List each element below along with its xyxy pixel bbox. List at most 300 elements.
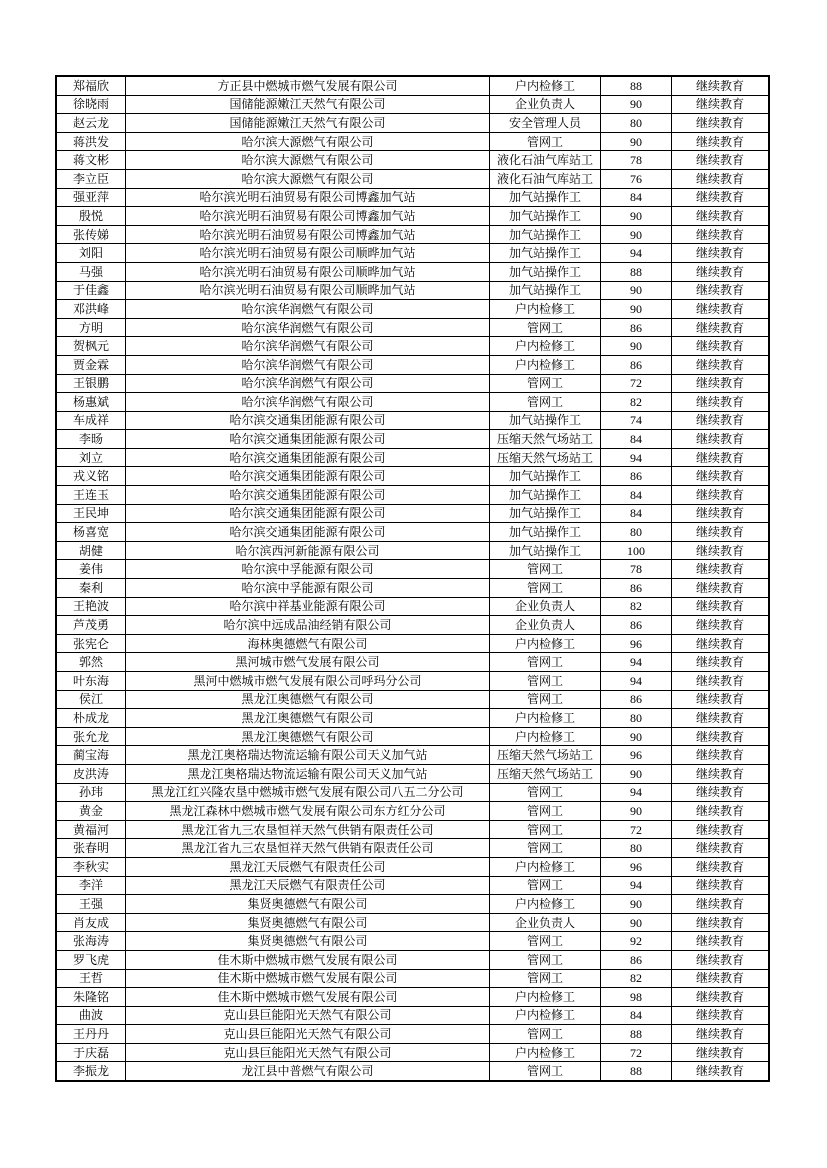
company-cell: 黑龙江奥德燃气有限公司 <box>126 690 490 709</box>
job-cell: 户内检修工 <box>490 1043 601 1062</box>
company-cell: 海林奥德燃气有限公司 <box>126 634 490 653</box>
score-cell: 84 <box>601 430 672 449</box>
job-cell: 加气站操作工 <box>490 523 601 542</box>
table-row <box>56 672 769 691</box>
name-cell: 李旸 <box>56 430 126 449</box>
company-cell: 佳木斯中燃城市燃气发展有限公司 <box>126 988 490 1007</box>
job-cell: 管网工 <box>490 1025 601 1044</box>
company-cell: 佳木斯中燃城市燃气发展有限公司 <box>126 969 490 988</box>
company-cell: 哈尔滨大源燃气有限公司 <box>126 151 490 170</box>
name-cell: 于佳鑫 <box>56 281 126 300</box>
table-row <box>56 132 769 151</box>
score-cell: 86 <box>601 616 672 635</box>
table-row <box>56 411 769 430</box>
name-cell: 邓洪峰 <box>56 300 126 319</box>
table-row <box>56 300 769 319</box>
table-row <box>56 579 769 598</box>
table-row <box>56 318 769 337</box>
job-cell: 户内检修工 <box>490 76 601 95</box>
education-cell: 继续教育 <box>672 262 770 281</box>
table-row <box>56 151 769 170</box>
name-cell: 方明 <box>56 318 126 337</box>
company-cell: 国储能源嫩江天然气有限公司 <box>126 114 490 133</box>
name-cell: 叶东海 <box>56 672 126 691</box>
job-cell: 加气站操作工 <box>490 225 601 244</box>
name-cell: 张春明 <box>56 839 126 858</box>
job-cell: 加气站操作工 <box>490 188 601 207</box>
table-row <box>56 746 769 765</box>
education-cell: 继续教育 <box>672 318 770 337</box>
education-cell: 继续教育 <box>672 114 770 133</box>
job-cell: 企业负责人 <box>490 597 601 616</box>
job-cell: 企业负责人 <box>490 95 601 114</box>
table-body <box>56 76 769 1081</box>
company-cell: 哈尔滨华润燃气有限公司 <box>126 318 490 337</box>
table-row <box>56 876 769 895</box>
job-cell: 户内检修工 <box>490 988 601 1007</box>
name-cell: 罗飞虎 <box>56 950 126 969</box>
name-cell: 蔺宝海 <box>56 746 126 765</box>
company-cell: 克山县巨能阳光天然气有限公司 <box>126 1006 490 1025</box>
table-row <box>56 932 769 951</box>
name-cell: 李振龙 <box>56 1062 126 1081</box>
table-row <box>56 764 769 783</box>
name-cell: 芦茂勇 <box>56 616 126 635</box>
company-cell: 哈尔滨光明石油贸易有限公司博鑫加气站 <box>126 207 490 226</box>
name-cell: 贺枫元 <box>56 337 126 356</box>
name-cell: 胡健 <box>56 541 126 560</box>
job-cell: 加气站操作工 <box>490 467 601 486</box>
score-cell: 86 <box>601 950 672 969</box>
job-cell: 管网工 <box>490 783 601 802</box>
name-cell: 戎义铭 <box>56 467 126 486</box>
name-cell: 强亚萍 <box>56 188 126 207</box>
education-cell: 继续教育 <box>672 355 770 374</box>
table-row <box>56 523 769 542</box>
company-cell: 哈尔滨华润燃气有限公司 <box>126 374 490 393</box>
name-cell: 王民坤 <box>56 504 126 523</box>
table-row <box>56 802 769 821</box>
company-cell: 黑龙江省九三农垦恒祥天然气供销有限责任公司 <box>126 839 490 858</box>
table-row <box>56 727 769 746</box>
name-cell: 车成祥 <box>56 411 126 430</box>
score-cell: 90 <box>601 727 672 746</box>
education-cell: 继续教育 <box>672 876 770 895</box>
education-cell: 继续教育 <box>672 764 770 783</box>
score-cell: 80 <box>601 709 672 728</box>
name-cell: 张允龙 <box>56 727 126 746</box>
table-row <box>56 393 769 412</box>
name-cell: 刘阳 <box>56 244 126 263</box>
education-cell: 继续教育 <box>672 857 770 876</box>
table-row <box>56 950 769 969</box>
company-cell: 黑龙江奥德燃气有限公司 <box>126 709 490 728</box>
education-cell: 继续教育 <box>672 1025 770 1044</box>
table-row <box>56 225 769 244</box>
score-cell: 94 <box>601 244 672 263</box>
job-cell: 加气站操作工 <box>490 411 601 430</box>
name-cell: 张宪仑 <box>56 634 126 653</box>
education-cell: 继续教育 <box>672 783 770 802</box>
education-cell: 继续教育 <box>672 1043 770 1062</box>
table-row <box>56 467 769 486</box>
job-cell: 户内检修工 <box>490 727 601 746</box>
education-cell: 继续教育 <box>672 913 770 932</box>
education-cell: 继续教育 <box>672 225 770 244</box>
name-cell: 徐晓雨 <box>56 95 126 114</box>
education-cell: 继续教育 <box>672 597 770 616</box>
table-row <box>56 76 769 95</box>
company-cell: 哈尔滨光明石油贸易有限公司博鑫加气站 <box>126 188 490 207</box>
table-row <box>56 355 769 374</box>
name-cell: 皮洪涛 <box>56 764 126 783</box>
table-row <box>56 1043 769 1062</box>
education-cell: 继续教育 <box>672 541 770 560</box>
company-cell: 哈尔滨中孚能源有限公司 <box>126 560 490 579</box>
education-cell: 继续教育 <box>672 188 770 207</box>
job-cell: 液化石油气库站工 <box>490 151 601 170</box>
table-row <box>56 839 769 858</box>
table-row <box>56 988 769 1007</box>
education-cell: 继续教育 <box>672 727 770 746</box>
name-cell: 肖友成 <box>56 913 126 932</box>
education-cell: 继续教育 <box>672 1062 770 1081</box>
table-row <box>56 430 769 449</box>
company-cell: 哈尔滨光明石油贸易有限公司顺晔加气站 <box>126 262 490 281</box>
table-row <box>56 820 769 839</box>
score-cell: 74 <box>601 411 672 430</box>
job-cell: 加气站操作工 <box>490 504 601 523</box>
company-cell: 哈尔滨华润燃气有限公司 <box>126 300 490 319</box>
score-cell: 76 <box>601 169 672 188</box>
company-cell: 黑龙江天辰燃气有限责任公司 <box>126 857 490 876</box>
score-cell: 88 <box>601 76 672 95</box>
name-cell: 王连玉 <box>56 486 126 505</box>
company-cell: 哈尔滨华润燃气有限公司 <box>126 337 490 356</box>
table-row <box>56 114 769 133</box>
table-row <box>56 597 769 616</box>
score-cell: 84 <box>601 188 672 207</box>
table-row <box>56 448 769 467</box>
score-cell: 72 <box>601 820 672 839</box>
table-row <box>56 913 769 932</box>
score-cell: 86 <box>601 318 672 337</box>
score-cell: 92 <box>601 932 672 951</box>
job-cell: 户内检修工 <box>490 300 601 319</box>
education-cell: 继续教育 <box>672 932 770 951</box>
table-row <box>56 374 769 393</box>
education-cell: 继续教育 <box>672 393 770 412</box>
company-cell: 哈尔滨交通集团能源有限公司 <box>126 467 490 486</box>
table-row <box>56 207 769 226</box>
score-cell: 96 <box>601 634 672 653</box>
name-cell: 李秋实 <box>56 857 126 876</box>
job-cell: 管网工 <box>490 690 601 709</box>
score-cell: 84 <box>601 486 672 505</box>
education-cell: 继续教育 <box>672 969 770 988</box>
education-cell: 继续教育 <box>672 504 770 523</box>
table-row <box>56 281 769 300</box>
table-row <box>56 244 769 263</box>
table-row <box>56 486 769 505</box>
job-cell: 管网工 <box>490 393 601 412</box>
education-cell: 继续教育 <box>672 523 770 542</box>
job-cell: 压缩天然气场站工 <box>490 764 601 783</box>
job-cell: 加气站操作工 <box>490 207 601 226</box>
table-row <box>56 857 769 876</box>
job-cell: 压缩天然气场站工 <box>490 430 601 449</box>
company-cell: 国储能源嫩江天然气有限公司 <box>126 95 490 114</box>
education-cell: 继续教育 <box>672 132 770 151</box>
table-row <box>56 1025 769 1044</box>
name-cell: 殷悦 <box>56 207 126 226</box>
score-cell: 90 <box>601 225 672 244</box>
company-cell: 黑河城市燃气发展有限公司 <box>126 653 490 672</box>
job-cell: 管网工 <box>490 132 601 151</box>
document-sheet <box>55 75 770 1082</box>
name-cell: 郭然 <box>56 653 126 672</box>
company-cell: 黑龙江省九三农垦恒祥天然气供销有限责任公司 <box>126 820 490 839</box>
job-cell: 管网工 <box>490 932 601 951</box>
score-cell: 84 <box>601 1006 672 1025</box>
education-cell: 继续教育 <box>672 430 770 449</box>
name-cell: 杨惠斌 <box>56 393 126 412</box>
company-cell: 黑龙江森林中燃城市燃气发展有限公司东方红分公司 <box>126 802 490 821</box>
score-cell: 96 <box>601 746 672 765</box>
name-cell: 王哲 <box>56 969 126 988</box>
company-cell: 黑龙江天辰燃气有限责任公司 <box>126 876 490 895</box>
name-cell: 张传娣 <box>56 225 126 244</box>
name-cell: 孙玮 <box>56 783 126 802</box>
education-cell: 继续教育 <box>672 411 770 430</box>
job-cell: 加气站操作工 <box>490 541 601 560</box>
education-cell: 继续教育 <box>672 486 770 505</box>
company-cell: 哈尔滨中远成品油经销有限公司 <box>126 616 490 635</box>
job-cell: 加气站操作工 <box>490 281 601 300</box>
company-cell: 黑龙江奥德燃气有限公司 <box>126 727 490 746</box>
name-cell: 蒋文彬 <box>56 151 126 170</box>
name-cell: 王丹丹 <box>56 1025 126 1044</box>
company-cell: 集贤奥德燃气有限公司 <box>126 932 490 951</box>
name-cell: 曲波 <box>56 1006 126 1025</box>
score-cell: 90 <box>601 764 672 783</box>
company-cell: 黑河中燃城市燃气发展有限公司呼玛分公司 <box>126 672 490 691</box>
job-cell: 户内检修工 <box>490 355 601 374</box>
score-cell: 94 <box>601 876 672 895</box>
job-cell: 管网工 <box>490 560 601 579</box>
company-cell: 哈尔滨交通集团能源有限公司 <box>126 411 490 430</box>
education-cell: 继续教育 <box>672 374 770 393</box>
score-cell: 90 <box>601 207 672 226</box>
table-row <box>56 1006 769 1025</box>
company-cell: 哈尔滨中孚能源有限公司 <box>126 579 490 598</box>
education-cell: 继续教育 <box>672 616 770 635</box>
name-cell: 蒋洪发 <box>56 132 126 151</box>
name-cell: 侯江 <box>56 690 126 709</box>
table-row <box>56 969 769 988</box>
education-cell: 继续教育 <box>672 839 770 858</box>
name-cell: 李洋 <box>56 876 126 895</box>
company-cell: 集贤奥德燃气有限公司 <box>126 895 490 914</box>
score-cell: 86 <box>601 579 672 598</box>
education-cell: 继续教育 <box>672 709 770 728</box>
company-cell: 哈尔滨光明石油贸易有限公司博鑫加气站 <box>126 225 490 244</box>
score-cell: 86 <box>601 355 672 374</box>
education-cell: 继续教育 <box>672 634 770 653</box>
education-cell: 继续教育 <box>672 151 770 170</box>
name-cell: 郑福欣 <box>56 76 126 95</box>
score-cell: 78 <box>601 560 672 579</box>
name-cell: 马强 <box>56 262 126 281</box>
name-cell: 王艳波 <box>56 597 126 616</box>
job-cell: 企业负责人 <box>490 616 601 635</box>
table-row <box>56 690 769 709</box>
score-cell: 90 <box>601 300 672 319</box>
score-cell: 80 <box>601 839 672 858</box>
score-cell: 94 <box>601 783 672 802</box>
company-cell: 哈尔滨华润燃气有限公司 <box>126 393 490 412</box>
education-cell: 继续教育 <box>672 950 770 969</box>
job-cell: 压缩天然气场站工 <box>490 746 601 765</box>
company-cell: 哈尔滨光明石油贸易有限公司顺晔加气站 <box>126 244 490 263</box>
education-cell: 继续教育 <box>672 76 770 95</box>
table-row <box>56 895 769 914</box>
score-cell: 88 <box>601 262 672 281</box>
education-cell: 继续教育 <box>672 802 770 821</box>
education-cell: 继续教育 <box>672 690 770 709</box>
job-cell: 管网工 <box>490 839 601 858</box>
score-cell: 90 <box>601 281 672 300</box>
job-cell: 加气站操作工 <box>490 262 601 281</box>
score-cell: 82 <box>601 597 672 616</box>
table-row <box>56 95 769 114</box>
score-cell: 78 <box>601 151 672 170</box>
job-cell: 液化石油气库站工 <box>490 169 601 188</box>
job-cell: 管网工 <box>490 579 601 598</box>
company-cell: 哈尔滨光明石油贸易有限公司顺晔加气站 <box>126 281 490 300</box>
score-cell: 90 <box>601 337 672 356</box>
job-cell: 户内检修工 <box>490 634 601 653</box>
job-cell: 管网工 <box>490 653 601 672</box>
company-cell: 哈尔滨大源燃气有限公司 <box>126 169 490 188</box>
education-cell: 继续教育 <box>672 653 770 672</box>
company-cell: 佳木斯中燃城市燃气发展有限公司 <box>126 950 490 969</box>
name-cell: 张海涛 <box>56 932 126 951</box>
education-cell: 继续教育 <box>672 244 770 263</box>
education-cell: 继续教育 <box>672 746 770 765</box>
education-cell: 继续教育 <box>672 820 770 839</box>
table-row <box>56 634 769 653</box>
company-cell: 哈尔滨交通集团能源有限公司 <box>126 523 490 542</box>
company-cell: 黑龙江奥格瑞达物流运输有限公司天义加气站 <box>126 764 490 783</box>
table-row <box>56 709 769 728</box>
score-cell: 72 <box>601 1043 672 1062</box>
table-row <box>56 783 769 802</box>
score-cell: 86 <box>601 690 672 709</box>
name-cell: 于庆磊 <box>56 1043 126 1062</box>
job-cell: 户内检修工 <box>490 337 601 356</box>
job-cell: 户内检修工 <box>490 1006 601 1025</box>
job-cell: 管网工 <box>490 374 601 393</box>
score-cell: 90 <box>601 132 672 151</box>
company-cell: 黑龙江奥格瑞达物流运输有限公司天义加气站 <box>126 746 490 765</box>
job-cell: 管网工 <box>490 876 601 895</box>
company-cell: 哈尔滨西河新能源有限公司 <box>126 541 490 560</box>
company-cell: 集贤奥德燃气有限公司 <box>126 913 490 932</box>
name-cell: 姜伟 <box>56 560 126 579</box>
score-cell: 80 <box>601 523 672 542</box>
job-cell: 管网工 <box>490 318 601 337</box>
job-cell: 压缩天然气场站工 <box>490 448 601 467</box>
job-cell: 管网工 <box>490 1062 601 1081</box>
job-cell: 管网工 <box>490 802 601 821</box>
name-cell: 赵云龙 <box>56 114 126 133</box>
score-cell: 80 <box>601 114 672 133</box>
score-cell: 82 <box>601 969 672 988</box>
company-cell: 哈尔滨交通集团能源有限公司 <box>126 486 490 505</box>
name-cell: 朴成龙 <box>56 709 126 728</box>
job-cell: 户内检修工 <box>490 895 601 914</box>
table-row <box>56 560 769 579</box>
name-cell: 秦利 <box>56 579 126 598</box>
name-cell: 杨喜宽 <box>56 523 126 542</box>
table-row <box>56 541 769 560</box>
certification-results-table <box>55 75 770 1082</box>
job-cell: 管网工 <box>490 969 601 988</box>
education-cell: 继续教育 <box>672 207 770 226</box>
education-cell: 继续教育 <box>672 1006 770 1025</box>
company-cell: 克山县巨能阳光天然气有限公司 <box>126 1025 490 1044</box>
education-cell: 继续教育 <box>672 300 770 319</box>
score-cell: 100 <box>601 541 672 560</box>
score-cell: 72 <box>601 374 672 393</box>
company-cell: 黑龙江红兴隆农垦中燃城市燃气发展有限公司八五二分公司 <box>126 783 490 802</box>
education-cell: 继续教育 <box>672 337 770 356</box>
education-cell: 继续教育 <box>672 672 770 691</box>
company-cell: 哈尔滨交通集团能源有限公司 <box>126 430 490 449</box>
company-cell: 哈尔滨大源燃气有限公司 <box>126 132 490 151</box>
score-cell: 90 <box>601 895 672 914</box>
score-cell: 96 <box>601 857 672 876</box>
score-cell: 90 <box>601 802 672 821</box>
education-cell: 继续教育 <box>672 467 770 486</box>
job-cell: 管网工 <box>490 950 601 969</box>
score-cell: 98 <box>601 988 672 1007</box>
company-cell: 哈尔滨中祥基业能源有限公司 <box>126 597 490 616</box>
education-cell: 继续教育 <box>672 895 770 914</box>
job-cell: 管网工 <box>490 820 601 839</box>
job-cell: 加气站操作工 <box>490 244 601 263</box>
name-cell: 刘立 <box>56 448 126 467</box>
table-row <box>56 616 769 635</box>
score-cell: 90 <box>601 95 672 114</box>
name-cell: 王强 <box>56 895 126 914</box>
score-cell: 94 <box>601 448 672 467</box>
job-cell: 企业负责人 <box>490 913 601 932</box>
score-cell: 84 <box>601 504 672 523</box>
name-cell: 贾金霖 <box>56 355 126 374</box>
name-cell: 黄金 <box>56 802 126 821</box>
name-cell: 王银鹏 <box>56 374 126 393</box>
company-cell: 克山县巨能阳光天然气有限公司 <box>126 1043 490 1062</box>
table-row <box>56 188 769 207</box>
company-cell: 龙江县中普燃气有限公司 <box>126 1062 490 1081</box>
score-cell: 94 <box>601 653 672 672</box>
name-cell: 黄福河 <box>56 820 126 839</box>
company-cell: 哈尔滨交通集团能源有限公司 <box>126 504 490 523</box>
table-row <box>56 169 769 188</box>
job-cell: 户内检修工 <box>490 709 601 728</box>
